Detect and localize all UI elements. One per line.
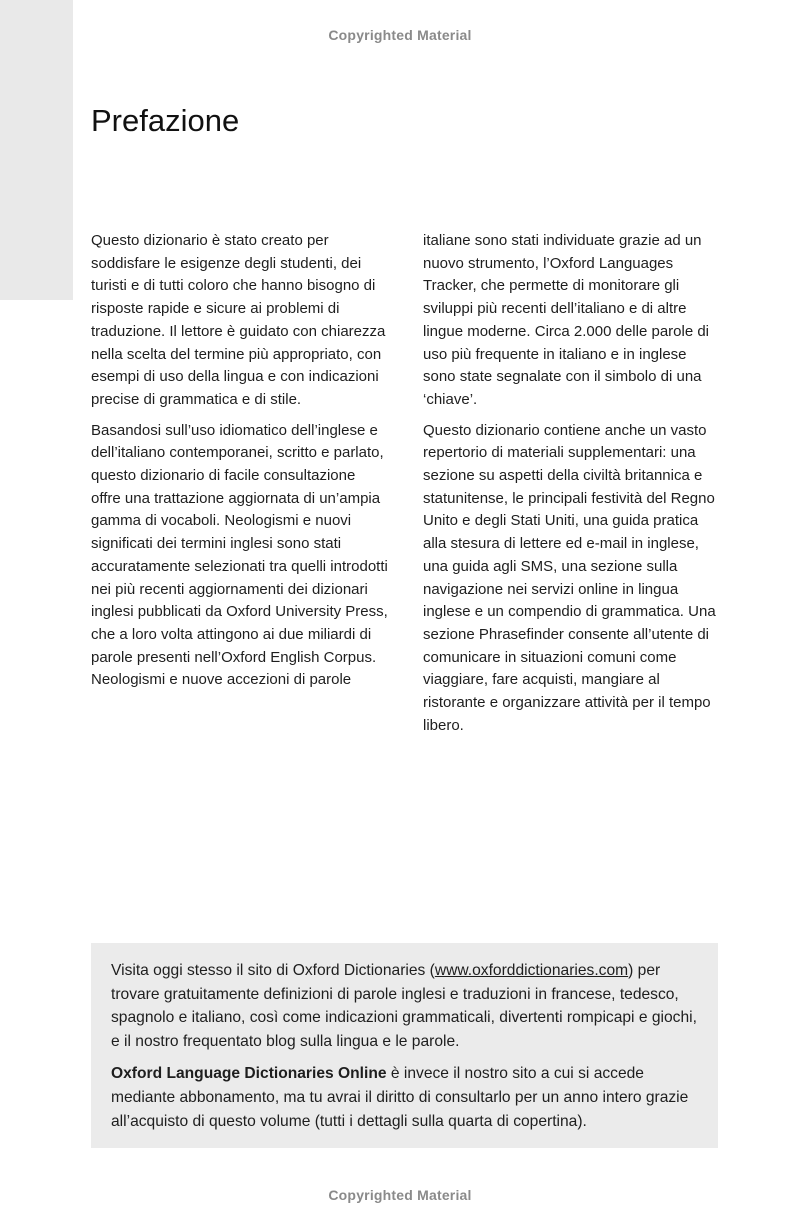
body-columns — [91, 230, 721, 745]
info-paragraph-1 — [111, 959, 698, 1053]
info-text: Visita oggi stesso il sito di Oxford Dictionaries ( — [111, 962, 435, 979]
watermark-top: Copyrighted Material — [328, 27, 472, 43]
oxforddictionaries-link[interactable]: www.oxforddictionaries.com — [434, 962, 629, 979]
paragraph: Questo dizionario è stato creato per soddisfare le esigenze degli studenti, dei turisti e di tutti coloro che hanno bisogno di risposte rapide e sicure ai problemi di traduzione. Il lettore è guidato con chiarezza nella scelta del termine più appropriato, con esempi di uso della lingua e con indicazioni precise di grammatica e di stile. — [91, 232, 386, 408]
side-band — [0, 0, 73, 300]
right-column — [423, 230, 721, 745]
paragraph: italiane sono stati individuate grazie ad un nuovo strumento, l’Oxford Languages Tracker, che permette di monitorare gli sviluppi più recenti dell’italiano e di altre lingue moderne. Circa 2.000 delle parole di uso più frequente in italiano e in inglese sono state segnalate con il simbolo di una ‘chiave’. — [423, 232, 710, 408]
watermark-bottom: Copyrighted Material — [328, 1187, 472, 1203]
page-title: Prefazione — [91, 103, 240, 138]
paragraph: Basandosi sull’uso idiomatico dell’inglese e dell’italiano contemporanei, scritto e parlato, questo dizionario di facile consultazione offre una trattazione aggiornata di un’ampia gamma di vocaboli. Neologismi e nuovi significati dei termini inglesi sono stati accuratamente selezionati tra quelli introdotti nei più recenti aggiornamenti dei dizionari inglesi pubblicati da Oxford University Press, che a loro volta attingono ai due miliardi di parole presenti nell’Oxford English Corpus. Neologismi e nuove accezioni di parole — [91, 421, 388, 689]
paragraph: Questo dizionario contiene anche un vasto repertorio di materiali supplementari: una sezione su aspetti della civiltà britannica e statunitense, le principali festività del Regno Unito e degli Stati Uniti, una guida pratica alla stesura di lettere ed e-mail in inglese, una guida agli SMS, una sezione sulla navigazione nei servizi online in lingua inglese e un compendio di grammatica. Una sezione Phrasefinder consente all’utente di comunicare in situazioni comuni come viaggiare, fare acquisti, mangiare al ristorante e organizzare attività per il tempo libero. — [423, 421, 716, 734]
info-paragraph-2 — [111, 1062, 698, 1133]
info-box — [91, 943, 718, 1148]
info-text: ) per trovare gratuitamente definizioni di parole inglesi e traduzioni in francese, tedesco, spagnolo e italiano, così come indicazioni grammaticali, divertenti rompicapi e giochi, e il nostro frequentato blog sulla lingua e le parole. — [111, 962, 697, 1050]
info-text: è invece il nostro sito a cui si accede mediante abbonamento, ma tu avrai il diritto di consultarlo per un anno intero grazie all’acquisto di questo volume (tutti i dettagli sulla quarta di copertina). — [111, 1065, 689, 1130]
product-name: Oxford Language Dictionaries Online — [111, 1065, 387, 1083]
left-column — [91, 230, 389, 745]
